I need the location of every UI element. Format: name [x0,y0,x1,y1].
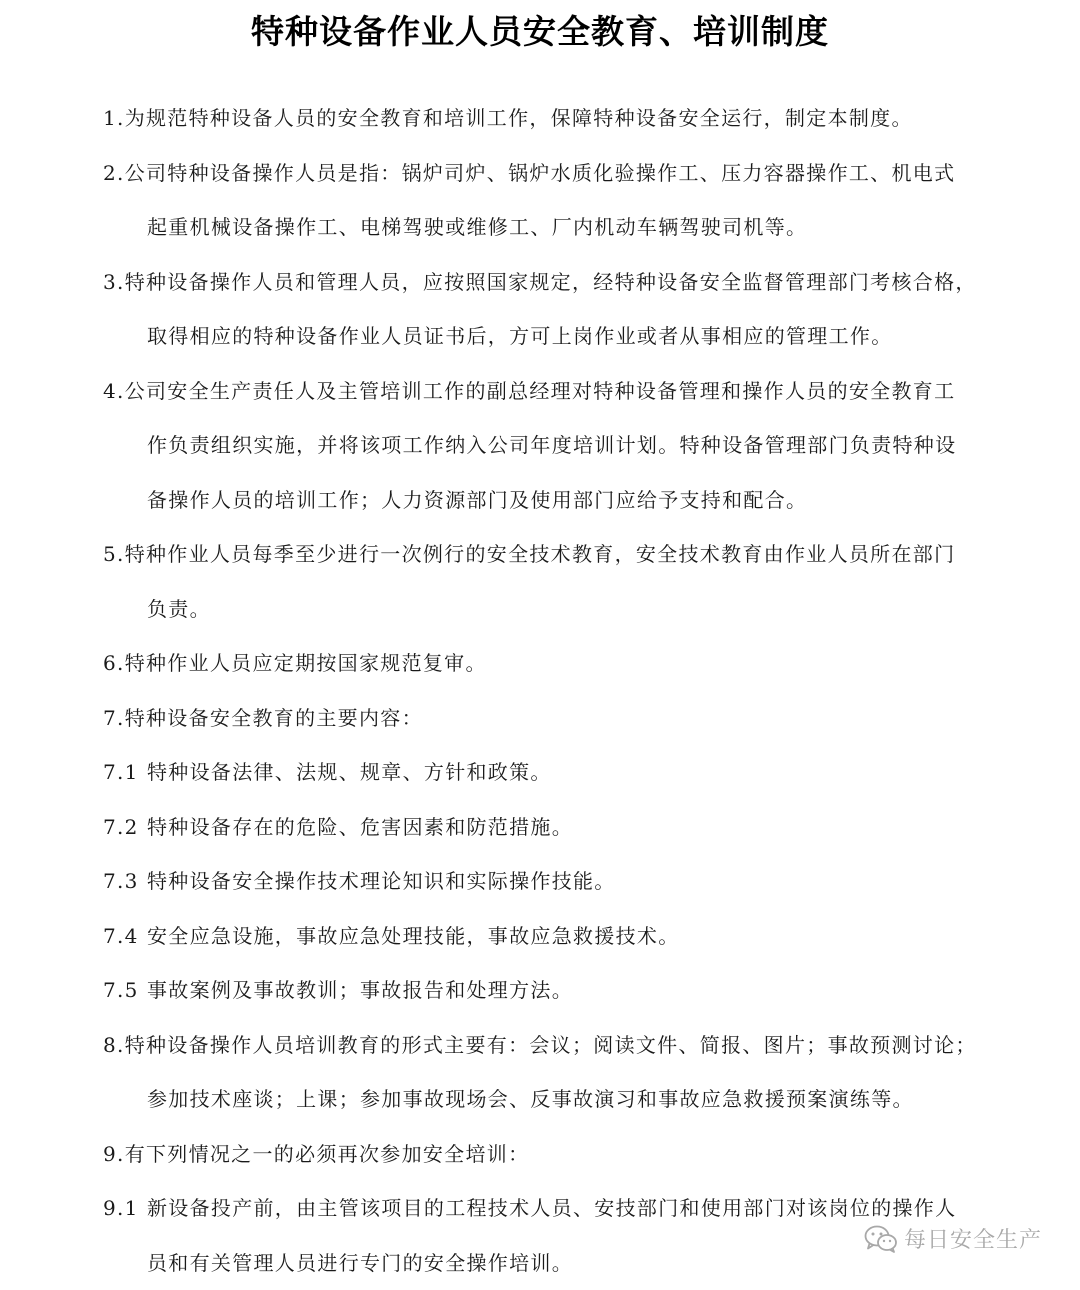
subclause-number: 7.5 [103,963,147,1018]
clause-item [103,1018,1003,1127]
clause-item [103,1127,1003,1182]
clause-text: 公司特种设备操作人员是指：锅炉司炉、锅炉水质化验操作工、压力容器操作工、机电式 [125,161,956,185]
clause-text: 特种设备安全教育的主要内容： [125,706,423,730]
document-title: 特种设备作业人员安全教育、培训制度 [0,8,1080,56]
clause-number: 3. [103,270,125,294]
clause-continuation: 参加技术座谈；上课；参加事故现场会、反事故演习和事故应急救援预案演练等。 [103,1072,1003,1127]
clause-number: 6. [103,651,125,675]
clause-text: 特种设备操作人员和管理人员，应按照国家规定，经特种设备安全监督管理部门考核合格， [125,270,977,294]
watermark [864,1223,1042,1254]
clause-item [103,527,1003,636]
subclause-number: 7.3 [103,854,147,909]
clause-number: 4. [103,379,125,403]
subclause-number: 7.4 [103,909,147,964]
clause-item [103,91,1003,146]
clause-text: 特种设备操作人员培训教育的形式主要有：会议；阅读文件、简报、图片；事故预测讨论； [125,1033,977,1057]
clause-continuation: 起重机械设备操作工、电梯驾驶或维修工、厂内机动车辆驾驶司机等。 [103,200,1003,255]
clause-text: 有下列情况之一的必须再次参加安全培训： [125,1142,530,1166]
clause-number: 1. [103,106,125,130]
clause-item [103,800,1003,855]
clause-text: 公司安全生产责任人及主管培训工作的副总经理对特种设备管理和操作人员的安全教育工 [125,379,956,403]
clause-item [103,364,1003,528]
clause-item [103,909,1003,964]
subclause-number: 7.1 [103,745,147,800]
clause-number: 5. [103,542,125,566]
document-body [103,91,1003,1290]
clause-continuation: 负责。 [103,582,1003,637]
clause-text: 特种作业人员应定期按国家规范复审。 [125,651,487,675]
clause-text: 特种设备安全操作技术理论知识和实际操作技能。 [147,869,616,893]
clause-text: 新设备投产前，由主管该项目的工程技术人员、安技部门和使用部门对该岗位的操作人 [147,1196,956,1220]
clause-item [103,854,1003,909]
clause-continuation: 取得相应的特种设备作业人员证书后，方可上岗作业或者从事相应的管理工作。 [103,309,1003,364]
wechat-icon [864,1225,898,1253]
clause-item [103,963,1003,1018]
clause-number: 8. [103,1033,125,1057]
clause-number: 9. [103,1142,125,1166]
watermark-text: 每日安全生产 [904,1223,1042,1254]
subclause-number: 7.2 [103,800,147,855]
clause-text: 特种设备存在的危险、危害因素和防范措施。 [147,815,573,839]
clause-continuation: 备操作人员的培训工作；人力资源部门及使用部门应给予支持和配合。 [103,473,1003,528]
clause-item [103,745,1003,800]
clause-text: 为规范特种设备人员的安全教育和培训工作，保障特种设备安全运行，制定本制度。 [125,106,913,130]
clause-continuation: 作负责组织实施，并将该项工作纳入公司年度培训计划。特种设备管理部门负责特种设 [103,418,1003,473]
clause-text: 特种作业人员每季至少进行一次例行的安全技术教育，安全技术教育由作业人员所在部门 [125,542,956,566]
clause-number: 7. [103,706,125,730]
clause-continuation: 员和有关管理人员进行专门的安全操作培训。 [103,1236,1003,1290]
clause-text: 安全应急设施，事故应急处理技能，事故应急救援技术。 [147,924,680,948]
clause-item [103,255,1003,364]
clause-item [103,691,1003,746]
subclause-number: 9.1 [103,1181,147,1236]
clause-text: 特种设备法律、法规、规章、方针和政策。 [147,760,552,784]
clause-text: 事故案例及事故教训；事故报告和处理方法。 [147,978,573,1002]
clause-item [103,146,1003,255]
clause-item [103,636,1003,691]
clause-number: 2. [103,161,125,185]
